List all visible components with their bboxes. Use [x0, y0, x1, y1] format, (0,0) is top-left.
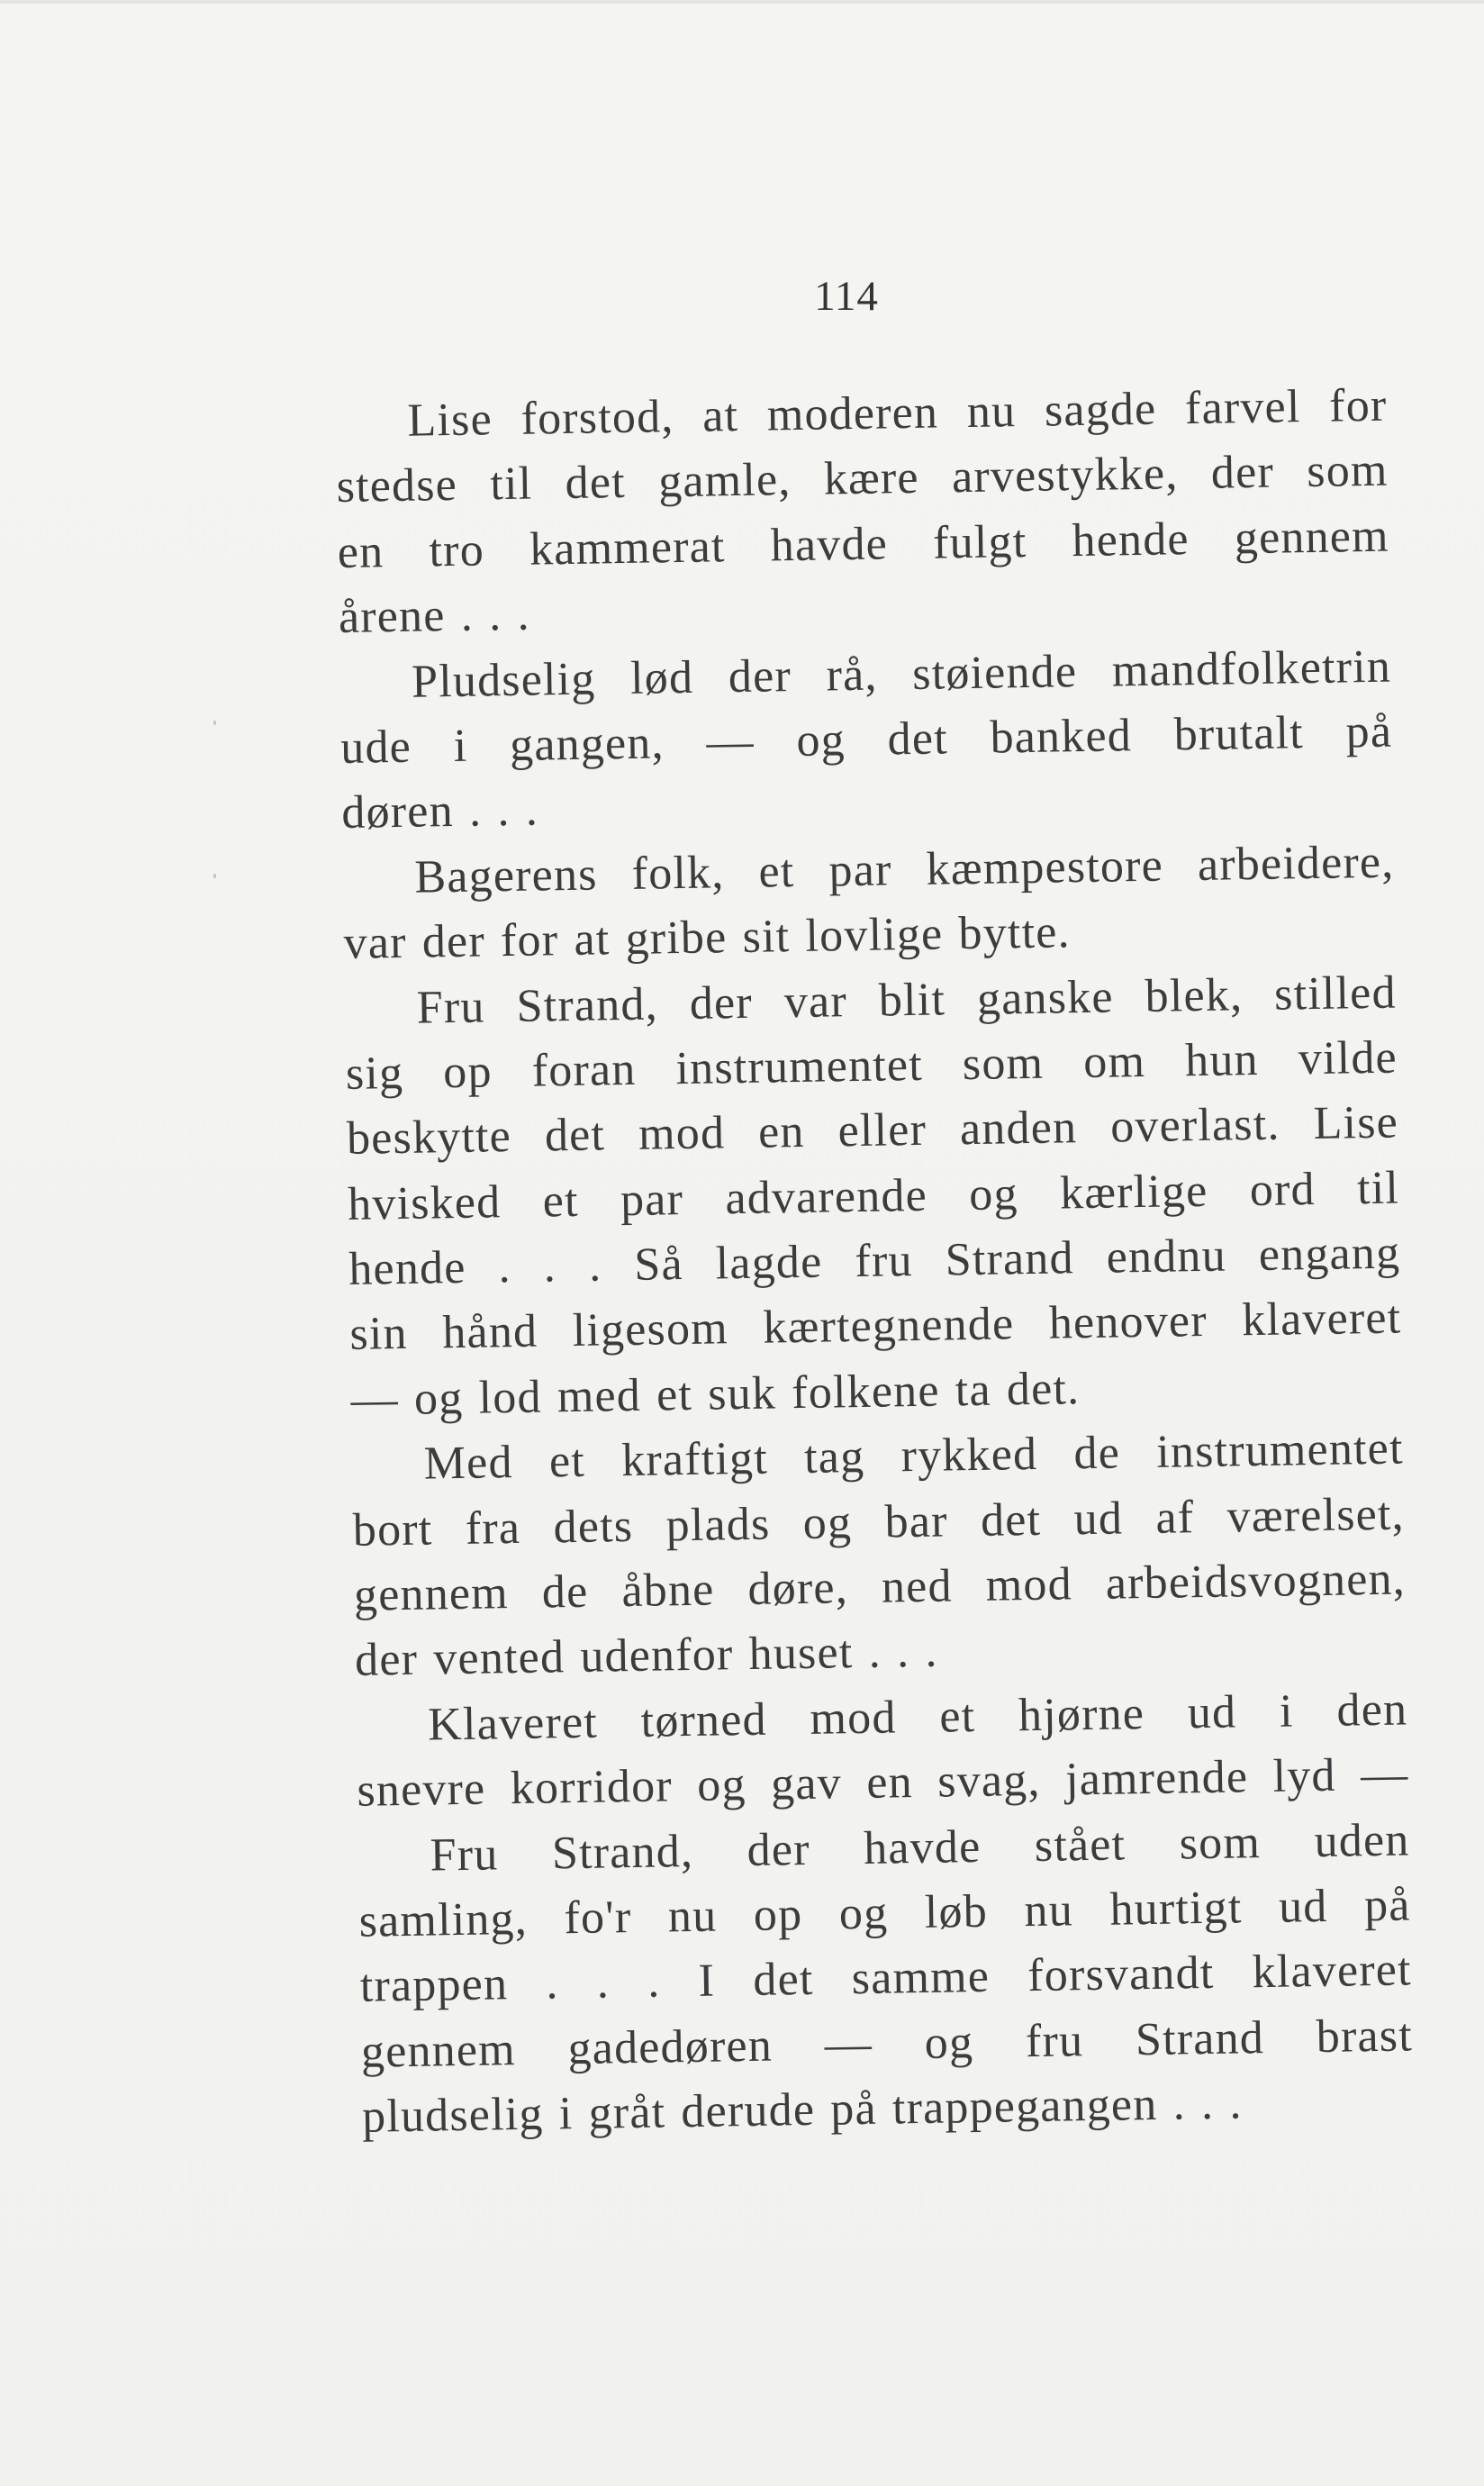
text-line: hvisked et par advarende og kærlige ord til	[347, 1162, 1400, 1230]
text-line: Fru Strand, der havde stået som uden	[430, 1814, 1410, 1882]
text-line: sin hånd ligesom kærtegnende henover klaveret	[349, 1292, 1402, 1361]
text-line: bort fra dets plads og bar det ud af værelset,	[352, 1488, 1406, 1556]
page-number: 114	[814, 273, 879, 320]
text-line: gennem de åbne døre, ned mod arbeidsvognen,	[353, 1553, 1407, 1621]
text-line: beskytte det mod en eller anden overlast. Lise	[346, 1096, 1399, 1166]
text-line: Fru Strand, der var blit ganske blek, stilled	[416, 966, 1398, 1034]
text-line: årene . . .	[338, 588, 531, 644]
text-line: Lise forstod, at moderen nu sagde farvel for	[407, 379, 1388, 447]
body-text	[335, 374, 1415, 2151]
text-line: ude i gangen, — og det banked brutalt på	[339, 705, 1393, 774]
text-line: hende . . . Så lagde fru Strand endnu engang	[348, 1227, 1401, 1295]
text-line: der vented udenfor huset . . .	[354, 1626, 939, 1687]
margin-speck	[213, 874, 216, 878]
text-line: Med et kraftigt tag rykked de instrumentet	[423, 1422, 1405, 1490]
text-line: snevre korridor og gav en svag, jamrende lyd —	[356, 1748, 1409, 1818]
text-line: samling, fo'r nu op og løb nu hurtigt ud på	[358, 1879, 1412, 1947]
text-line: gennem gadedøren — og fru Strand brast	[360, 2010, 1414, 2078]
text-line: Klaveret tørned mod et hjørne ud i den	[427, 1683, 1408, 1751]
text-line: en tro kammerat havde fulgt hende gennem	[337, 510, 1390, 578]
text-line: pludselig i gråt derude på trappegangen . . .	[361, 2077, 1244, 2143]
margin-speck	[213, 721, 216, 725]
text-line: var der for at gribe sit lovlige bytte.	[343, 906, 1072, 970]
text-line: sig op foran instrumentet som om hun vilde	[345, 1031, 1398, 1100]
text-line: døren . . .	[340, 784, 539, 839]
text-line: stedse til det gamle, kære arvestykke, der som	[336, 445, 1389, 513]
text-line: Bagerens folk, et par kæmpestore arbeidere,	[414, 836, 1395, 903]
text-line: — og lod med et suk folkene ta det.	[350, 1363, 1081, 1426]
text-line: Pludselig lød der rå, støiende mandfolketrin	[411, 640, 1392, 708]
text-line: trappen . . . I det samme forsvandt klaveret	[359, 1944, 1413, 2013]
page-top-edge	[0, 0, 1484, 4]
